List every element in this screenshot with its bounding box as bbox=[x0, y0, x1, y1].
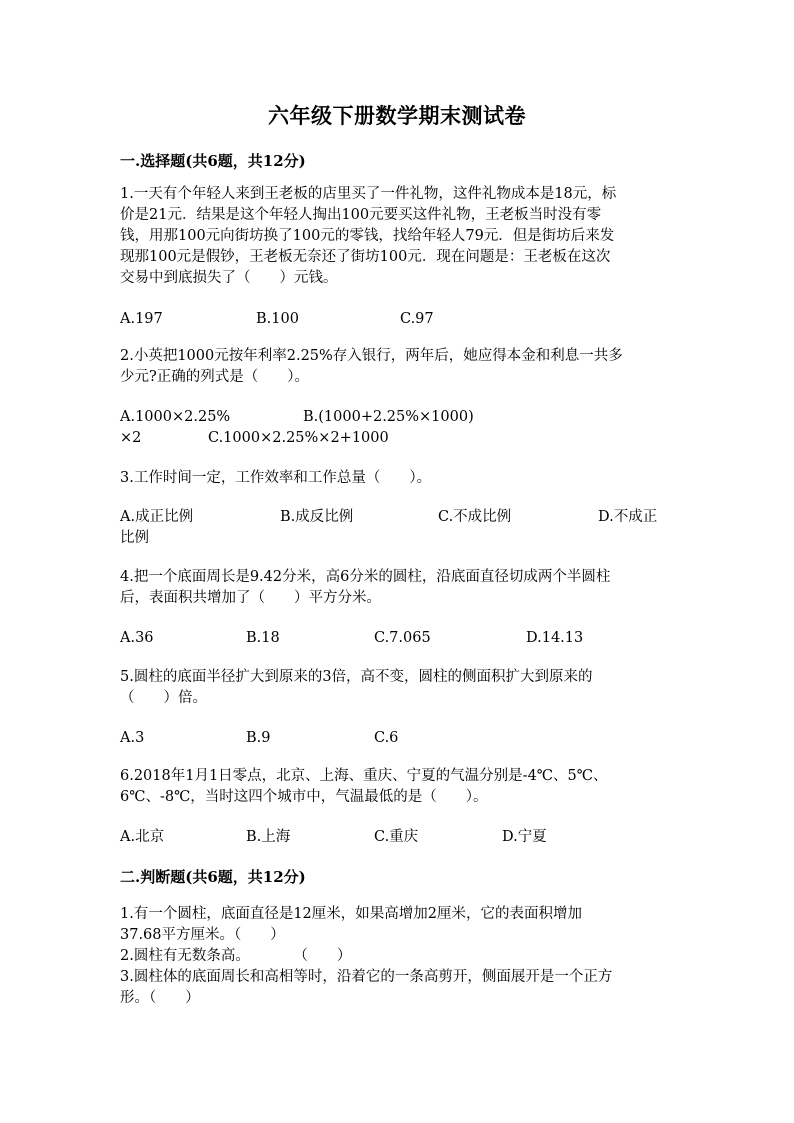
question-1-options bbox=[120, 309, 680, 331]
question-3-options bbox=[120, 507, 680, 551]
question-line: 5.圆柱的底面半径扩大到原来的3倍，高不变，圆柱的侧面积扩大到原来的 bbox=[120, 669, 593, 685]
option-b: B.9 bbox=[246, 730, 271, 746]
question-line: 形。（ ） bbox=[120, 990, 200, 1006]
section-heading-judge: 二.判断题(共6题，共12分) bbox=[120, 868, 306, 886]
question-line: 2.小英把1000元按年利率2.25%存入银行，两年后，她应得本金和利息一共多 bbox=[120, 348, 623, 364]
question-6 bbox=[120, 766, 680, 808]
option-c: C.7.065 bbox=[374, 630, 431, 646]
option-a: A.北京 bbox=[120, 829, 165, 845]
question-line: 钱，用那100元向街坊换了100元的零钱，找给年轻人79元．但是街坊后来发 bbox=[120, 228, 615, 244]
question-line: 4.把一个底面周长是9.42分米，高6分米的圆柱，沿底面直径切成两个半圆柱 bbox=[120, 569, 611, 585]
question-line: 现那100元是假钞，王老板无奈还了街坊100元．现在问题是：王老板在这次 bbox=[120, 249, 611, 265]
option-a: A.36 bbox=[120, 630, 154, 646]
option-b: B.18 bbox=[246, 630, 280, 646]
judge-questions bbox=[120, 904, 680, 1009]
option-a: A.3 bbox=[120, 730, 145, 746]
question-line: 少元?正确的列式是（ ）。 bbox=[120, 369, 310, 385]
question-line: （ ）倍。 bbox=[120, 690, 207, 706]
option-a: A.197 bbox=[120, 311, 163, 327]
question-line: 6.2018年1月1日零点，北京、上海、重庆、宁夏的气温分别是-4℃、5℃、 bbox=[120, 768, 608, 784]
option-c: C.不成比例 bbox=[438, 509, 512, 525]
option-d: D.不成正 bbox=[598, 509, 658, 525]
question-line: 交易中到底损失了（ ）元钱。 bbox=[120, 270, 338, 286]
option-d: D.宁夏 bbox=[502, 829, 547, 845]
option-c: C.1000×2.25%×2+1000 bbox=[208, 430, 389, 446]
question-line: 1.一天有个年轻人来到王老板的店里买了一件礼物，这件礼物成本是18元，标 bbox=[120, 186, 617, 202]
option-b: B.(1000+2.25%×1000) bbox=[303, 409, 474, 425]
question-1 bbox=[120, 184, 680, 289]
question-line: 2.圆柱有无数条高。 （ ） bbox=[120, 948, 352, 964]
option-d: D.14.13 bbox=[526, 630, 584, 646]
question-2 bbox=[120, 346, 680, 388]
question-6-options bbox=[120, 827, 680, 849]
question-3 bbox=[120, 468, 680, 489]
question-line: 3.工作时间一定，工作效率和工作总量（ ）。 bbox=[120, 470, 432, 486]
option-b: B.上海 bbox=[246, 829, 291, 845]
option-c: C.6 bbox=[374, 730, 399, 746]
question-line: 37.68平方厘米。（ ） bbox=[120, 927, 285, 943]
option-b-continued: ×2 bbox=[120, 430, 142, 446]
option-b: B.成反比例 bbox=[280, 509, 354, 525]
question-line: 3.圆柱体的底面周长和高相等时，沿着它的一条高剪开，侧面展开是一个正方 bbox=[120, 969, 613, 985]
question-5 bbox=[120, 667, 680, 709]
option-a: A.1000×2.25% bbox=[120, 409, 231, 425]
question-line: 价是21元．结果是这个年轻人掏出100元要买这件礼物，王老板当时没有零 bbox=[120, 207, 602, 223]
option-b: B.100 bbox=[256, 311, 299, 327]
question-4 bbox=[120, 567, 680, 609]
option-d-continued: 比例 bbox=[120, 530, 149, 546]
question-4-options bbox=[120, 628, 680, 650]
option-c: C.重庆 bbox=[374, 829, 419, 845]
question-2-options bbox=[120, 407, 680, 451]
question-line: 6℃、-8℃，当时这四个城市中，气温最低的是（ ）。 bbox=[120, 789, 488, 805]
question-5-options bbox=[120, 728, 680, 750]
page-title: 六年级下册数学期末测试卷 bbox=[268, 103, 526, 128]
option-a: A.成正比例 bbox=[120, 509, 194, 525]
option-c: C.97 bbox=[400, 311, 434, 327]
question-line: 后，表面积共增加了（ ）平方分米。 bbox=[120, 590, 381, 606]
section-heading-choice: 一.选择题(共6题，共12分) bbox=[120, 152, 306, 170]
question-line: 1.有一个圆柱，底面直径是12厘米，如果高增加2厘米，它的表面积增加 bbox=[120, 906, 583, 922]
